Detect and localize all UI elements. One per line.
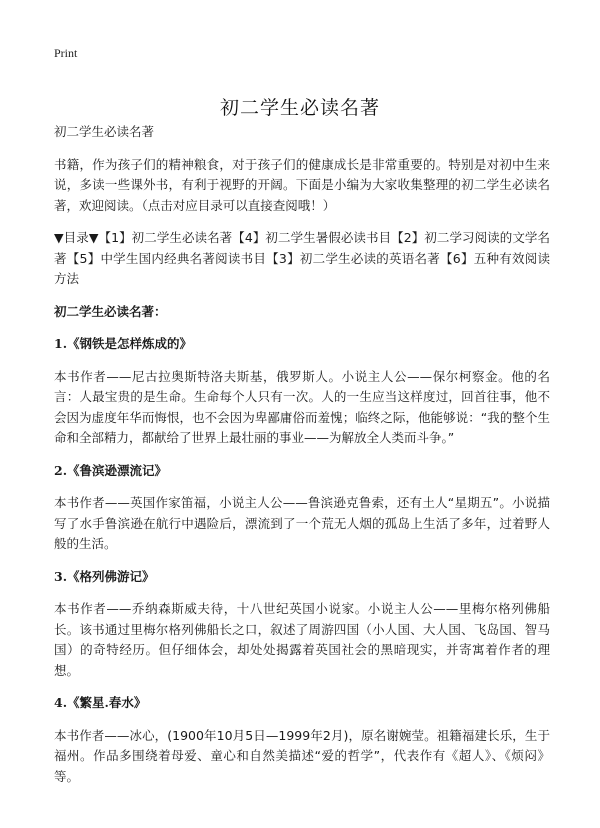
book-heading-2: 2.《鲁滨逊漂流记》 <box>54 462 168 478</box>
toc-item-3[interactable]: 【3】初二学生必读的英语名著 <box>266 250 441 266</box>
book-description-2: 本书作者——英国作家笛福，小说主人公——鲁滨逊克鲁索，还有土人“星期五”。小说描写了水手鲁滨逊在航行中遇险后，漂流到了一个荒无人烟的孤岛上生活了多年，过着野人般的生活。 <box>54 495 550 551</box>
intro-paragraph: 书籍，作为孩子们的精神粮食，对于孩子们的健康成长是非常重要的。特别是对初中生来说，多读一些课外书，有利于视野的开阔。下面是小编为大家收集整理的初二学生必读名著，欢迎阅读。（点击对应目录可以直接查阅哦！） <box>54 156 550 213</box>
toc-item-4[interactable]: 【4】初二学生暑假必读书目 <box>232 230 392 245</box>
page-title: 初二学生必读名著 <box>219 96 380 119</box>
book-heading-3: 3.《格列佛游记》 <box>54 568 155 584</box>
book-description-1: 本书作者——尼古拉奥斯特洛夫斯基，俄罗斯人。小说主人公——保尔柯察金。他的名言：人最宝贵的是生命。生命每个人只有一次。人的一生应当这样度过，回首往事，他不会因为虚度年华而悔恨，也不会因为卑鄙庸俗而羞愧；临终之际，他能够说：“我的整个生命和全部精力，都献给了世界上最壮丽的事业——为解放全人类而斗争。” <box>54 368 550 445</box>
table-of-contents <box>54 228 550 290</box>
toc-item-5[interactable]: 【5】中学生国内经典名著阅读书目 <box>66 250 267 266</box>
book-description-3: 本书作者——乔纳森斯威夫待，十八世纪英国小说家。小说主人公——里梅尔格列佛船长。该书通过里梅尔格列佛船长之口，叙述了周游四国（小人国、大人国、飞岛国、智马国）的奇特经历。但仔细体会，却处处揭露着英国社会的黑暗现实，并寄寓着作者的理想。 <box>54 601 550 678</box>
print-link[interactable]: Print <box>54 46 78 60</box>
book-heading-4: 4.《繁星.春水》 <box>54 695 147 710</box>
toc-item-2[interactable]: 【2】初二学习阅读的文学名著 <box>54 230 550 266</box>
book-heading-1: 1.《钢铁是怎样炼成的》 <box>54 336 193 351</box>
article-body <box>54 122 550 799</box>
toc-prefix: ▼目录▼ <box>54 230 99 245</box>
book-description-4: 本书作者——冰心，(1900年10月5日—1999年2月)，原名谢婉莹。祖籍福建长乐，生于福州。作品多围绕着母爱、童心和自然美描述“爱的哲学”，代表作有《超人》、《烦闷》等。 <box>54 727 550 784</box>
toc-item-6[interactable]: 【6】五种有效阅读方法 <box>54 250 550 286</box>
toc-item-1[interactable]: 【1】初二学生必读名著 <box>98 230 233 245</box>
subtitle: 初二学生必读名著 <box>54 124 155 139</box>
section-heading: 初二学生必读名著： <box>54 303 167 319</box>
